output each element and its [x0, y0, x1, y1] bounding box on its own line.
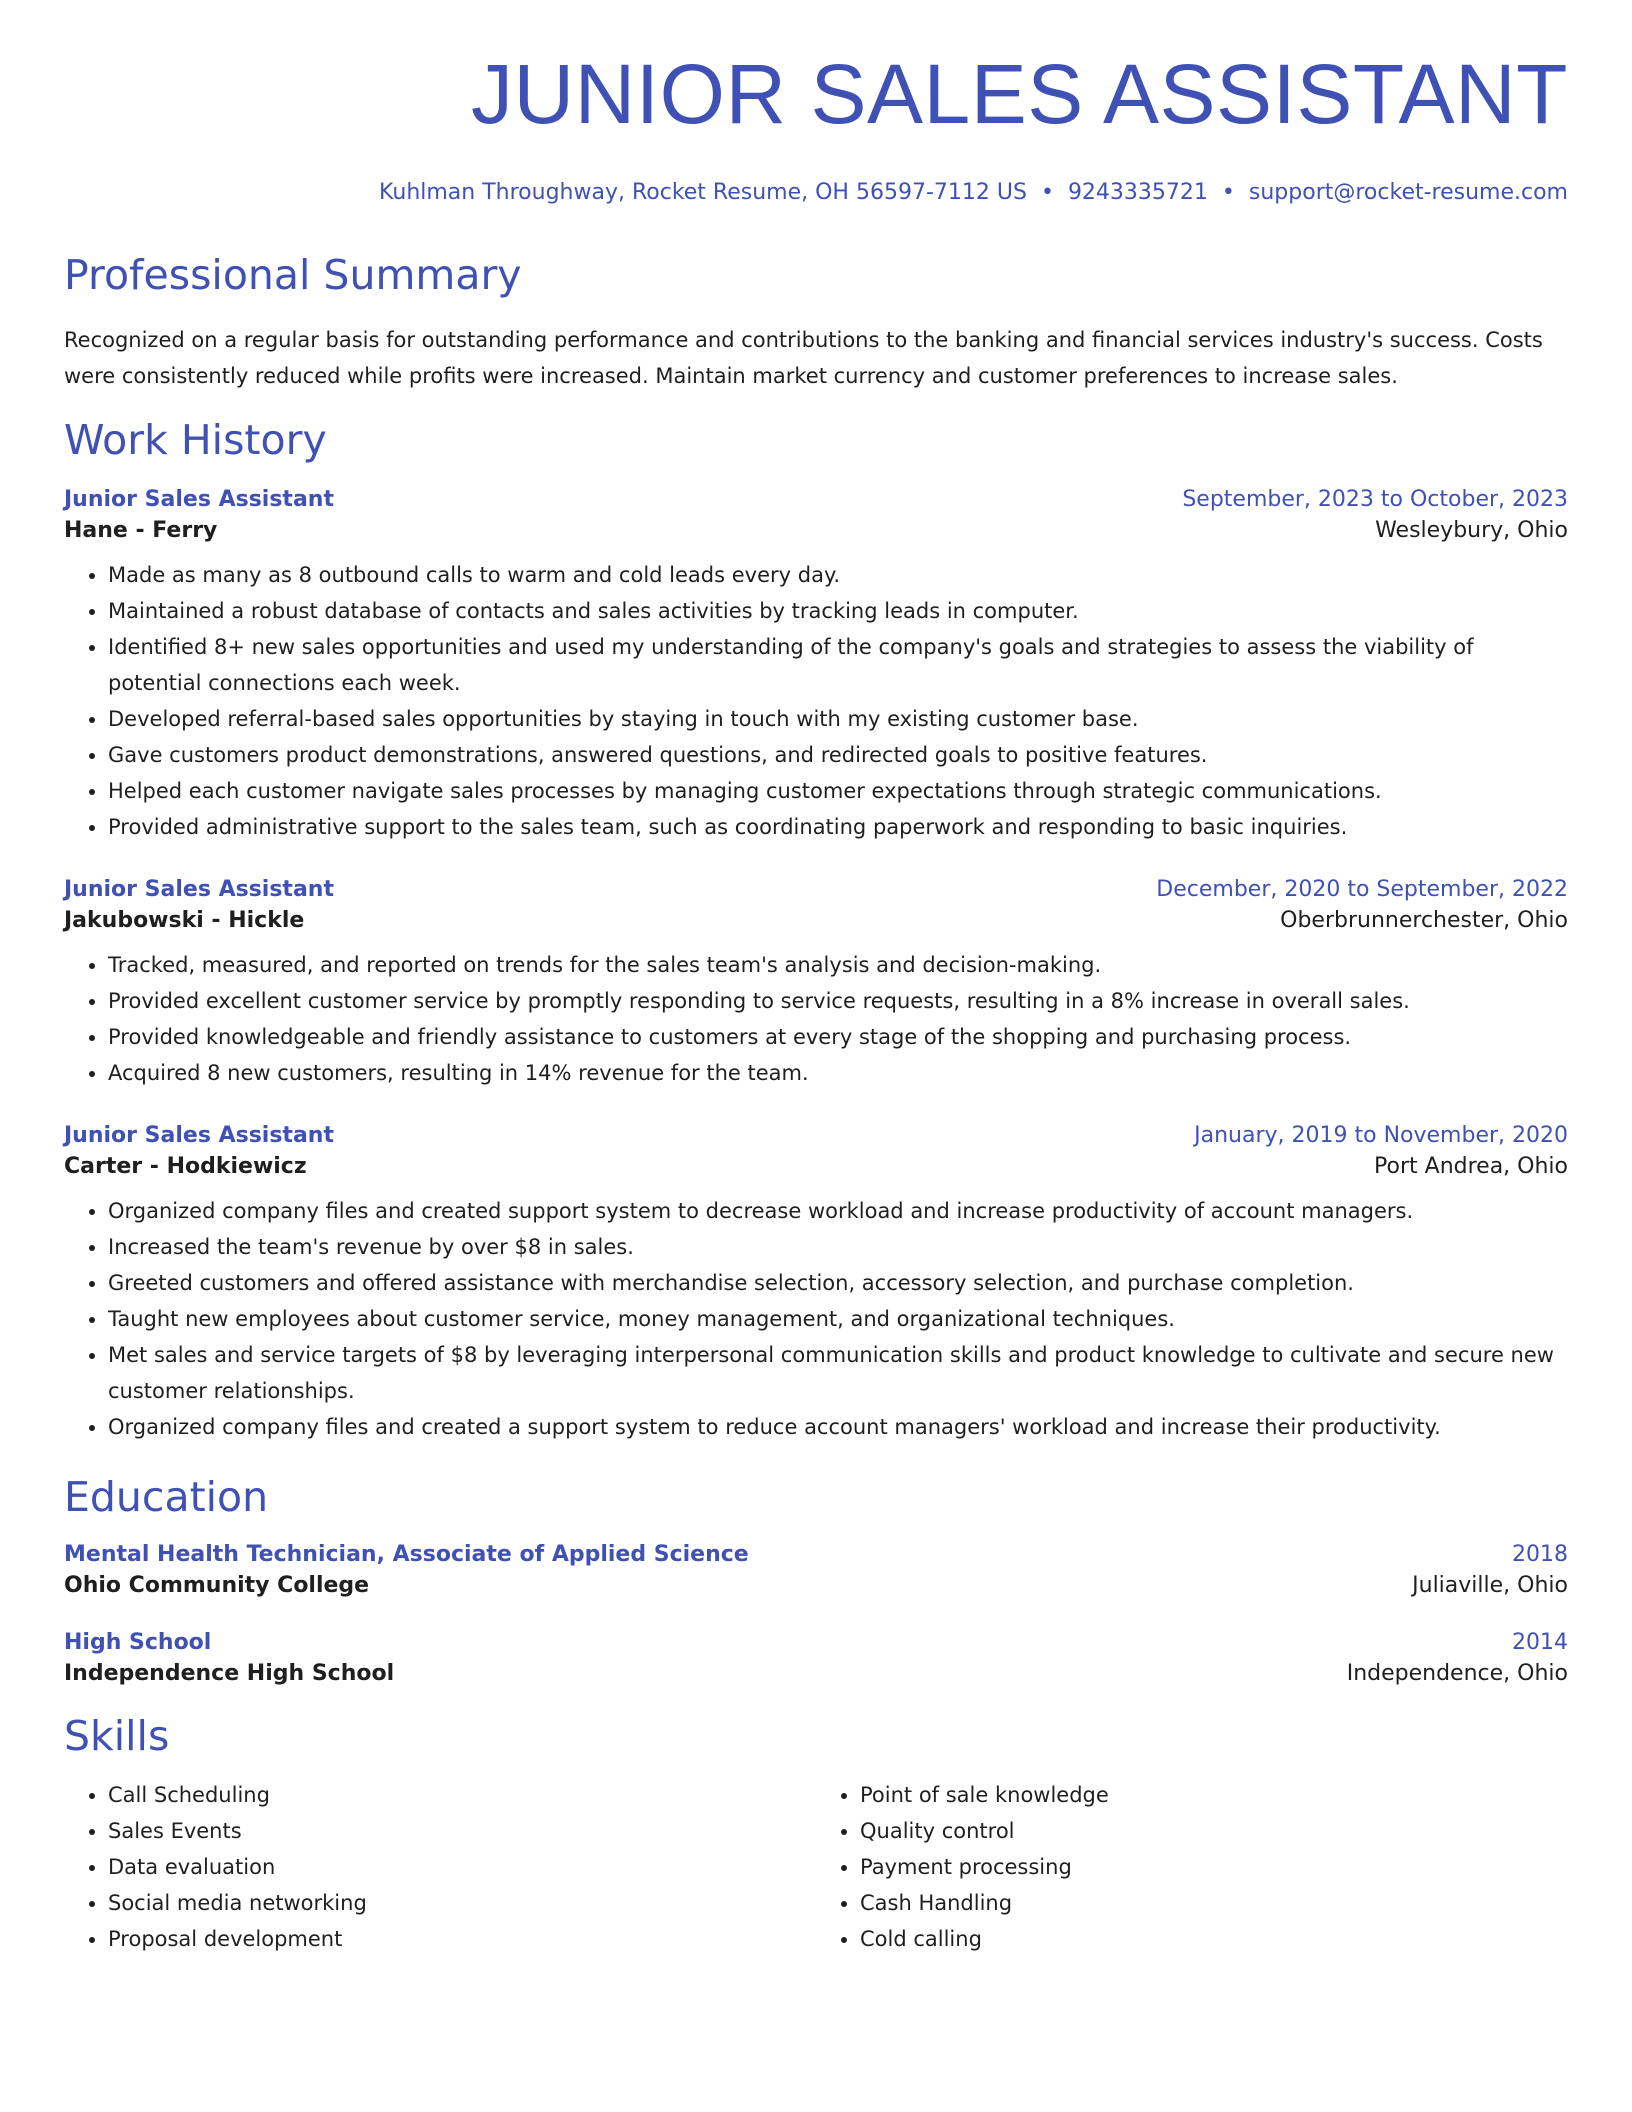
education-school: Independence High School	[64, 1661, 395, 1687]
list-item: • Tracked, measured, and reported on trends for the sales team's analysis and decision-making.	[108, 947, 1568, 983]
skill-item: • Data evaluation	[108, 1849, 816, 1885]
education-school-row	[64, 1573, 1568, 1598]
contact-line	[64, 180, 1568, 205]
list-item: • Provided excellent customer service by promptly responding to service requests, resulting in a 8% increase in overall sales.	[108, 983, 1568, 1019]
contact-separator: •	[1221, 180, 1235, 205]
list-item: • Made as many as 8 outbound calls to warm and cold leads every day.	[108, 557, 1568, 593]
list-item: • Organized company files and created a support system to reduce account managers' workload and increase their productivity.	[108, 1409, 1568, 1445]
job-title: Junior Sales Assistant	[64, 487, 334, 513]
skill-item: • Quality control	[860, 1813, 1568, 1849]
list-item: • Gave customers product demonstrations, answered questions, and redirected goals to positive features.	[108, 737, 1568, 773]
list-item: • Increased the team's revenue by over $8 in sales.	[108, 1229, 1568, 1265]
list-item: • Maintained a robust database of contacts and sales activities by tracking leads in computer.	[108, 593, 1568, 629]
job-dates: January, 2019 to November, 2020	[1194, 1123, 1568, 1149]
education-degree: Mental Health Technician, Associate of Applied Science	[64, 1542, 749, 1568]
education-header-row	[64, 1630, 1568, 1655]
skill-item: • Proposal development	[108, 1921, 816, 1957]
skill-item: • Point of sale knowledge	[860, 1777, 1568, 1813]
education-entry	[64, 1542, 1568, 1598]
section-heading-summary: Professional Summary	[64, 251, 522, 299]
skill-item: • Cash Handling	[860, 1885, 1568, 1921]
job-location: Wesleybury, Ohio	[1375, 518, 1568, 544]
job-header-row	[64, 1123, 1568, 1148]
job-employer-row	[64, 1154, 1568, 1179]
job-title: Junior Sales Assistant	[64, 877, 334, 903]
section-heading-education: Education	[64, 1473, 269, 1522]
job-header-row	[64, 877, 1568, 902]
skills-columns	[64, 1777, 1568, 1957]
education-section	[64, 1475, 1568, 1686]
education-year: 2014	[1512, 1630, 1568, 1656]
education-year: 2018	[1512, 1542, 1568, 1568]
skills-list-left	[64, 1777, 816, 1957]
job-employer: Carter - Hodkiewicz	[64, 1154, 307, 1180]
list-item: • Developed referral-based sales opportunities by staying in touch with my existing customer base.	[108, 701, 1568, 737]
list-item: • Taught new employees about customer service, money management, and organizational techniques.	[108, 1301, 1568, 1337]
contact-separator: •	[1040, 180, 1054, 205]
job-bullets	[64, 947, 1568, 1091]
section-heading-skills: Skills	[64, 1712, 170, 1761]
education-school: Ohio Community College	[64, 1573, 370, 1599]
list-item: • Acquired 8 new customers, resulting in 14% revenue for the team.	[108, 1055, 1568, 1091]
job-dates: September, 2023 to October, 2023	[1182, 487, 1568, 513]
summary-section	[64, 253, 1568, 394]
skill-item: • Cold calling	[860, 1921, 1568, 1957]
skills-section	[64, 1714, 1568, 1957]
skills-list-right	[816, 1777, 1568, 1957]
skill-item: • Sales Events	[108, 1813, 816, 1849]
list-item: • Organized company files and created support system to decrease workload and increase productivity of account managers.	[108, 1193, 1568, 1229]
job-entry	[64, 1123, 1568, 1445]
education-entry	[64, 1630, 1568, 1686]
section-heading-work-history: Work History	[64, 416, 327, 465]
job-location: Oberbrunnerchester, Ohio	[1280, 908, 1568, 934]
job-employer: Jakubowski - Hickle	[64, 908, 305, 934]
job-employer-row	[64, 518, 1568, 543]
list-item: • Identified 8+ new sales opportunities and used my understanding of the company's goals and strategies to assess the viability of potential connections each week.	[108, 629, 1568, 701]
contact-phone: 9243335721	[1067, 180, 1208, 205]
education-school-row	[64, 1661, 1568, 1686]
job-location: Port Andrea, Ohio	[1374, 1154, 1568, 1180]
contact-address: Kuhlman Throughway, Rocket Resume, OH 56597-7112 US	[379, 180, 1027, 205]
education-degree: High School	[64, 1630, 212, 1656]
job-entry	[64, 487, 1568, 845]
contact-email: support@rocket-resume.com	[1248, 180, 1568, 205]
list-item: • Provided administrative support to the sales team, such as coordinating paperwork and responding to basic inquiries.	[108, 809, 1568, 845]
job-employer: Hane - Ferry	[64, 518, 218, 544]
work-history-section	[64, 418, 1568, 1445]
education-header-row	[64, 1542, 1568, 1567]
skill-item: • Social media networking	[108, 1885, 816, 1921]
list-item: • Greeted customers and offered assistance with merchandise selection, accessory selection, and purchase completion.	[108, 1265, 1568, 1301]
education-location: Independence, Ohio	[1346, 1661, 1568, 1687]
job-employer-row	[64, 908, 1568, 933]
job-header-row	[64, 487, 1568, 512]
job-bullets	[64, 557, 1568, 845]
list-item: • Provided knowledgeable and friendly assistance to customers at every stage of the shopping and purchasing process.	[108, 1019, 1568, 1055]
job-title: Junior Sales Assistant	[64, 1123, 334, 1149]
skill-item: • Payment processing	[860, 1849, 1568, 1885]
job-dates: December, 2020 to September, 2022	[1156, 877, 1568, 903]
list-item: • Helped each customer navigate sales processes by managing customer expectations through strategic communications.	[108, 773, 1568, 809]
job-entry	[64, 877, 1568, 1091]
summary-text: Recognized on a regular basis for outstanding performance and contributions to the banking and financial services industry's success. Costs were consistently reduced while profits were increased. Maintain market currency and customer preferences to increase sales.	[64, 328, 1543, 389]
education-location: Juliaville, Ohio	[1412, 1573, 1568, 1599]
skill-item: • Call Scheduling	[108, 1777, 816, 1813]
resume-title: JUNIOR SALES ASSISTANT	[470, 47, 1568, 141]
job-bullets	[64, 1193, 1568, 1445]
list-item: • Met sales and service targets of $8 by leveraging interpersonal communication skills and product knowledge to cultivate and secure new customer relationships.	[108, 1337, 1568, 1409]
